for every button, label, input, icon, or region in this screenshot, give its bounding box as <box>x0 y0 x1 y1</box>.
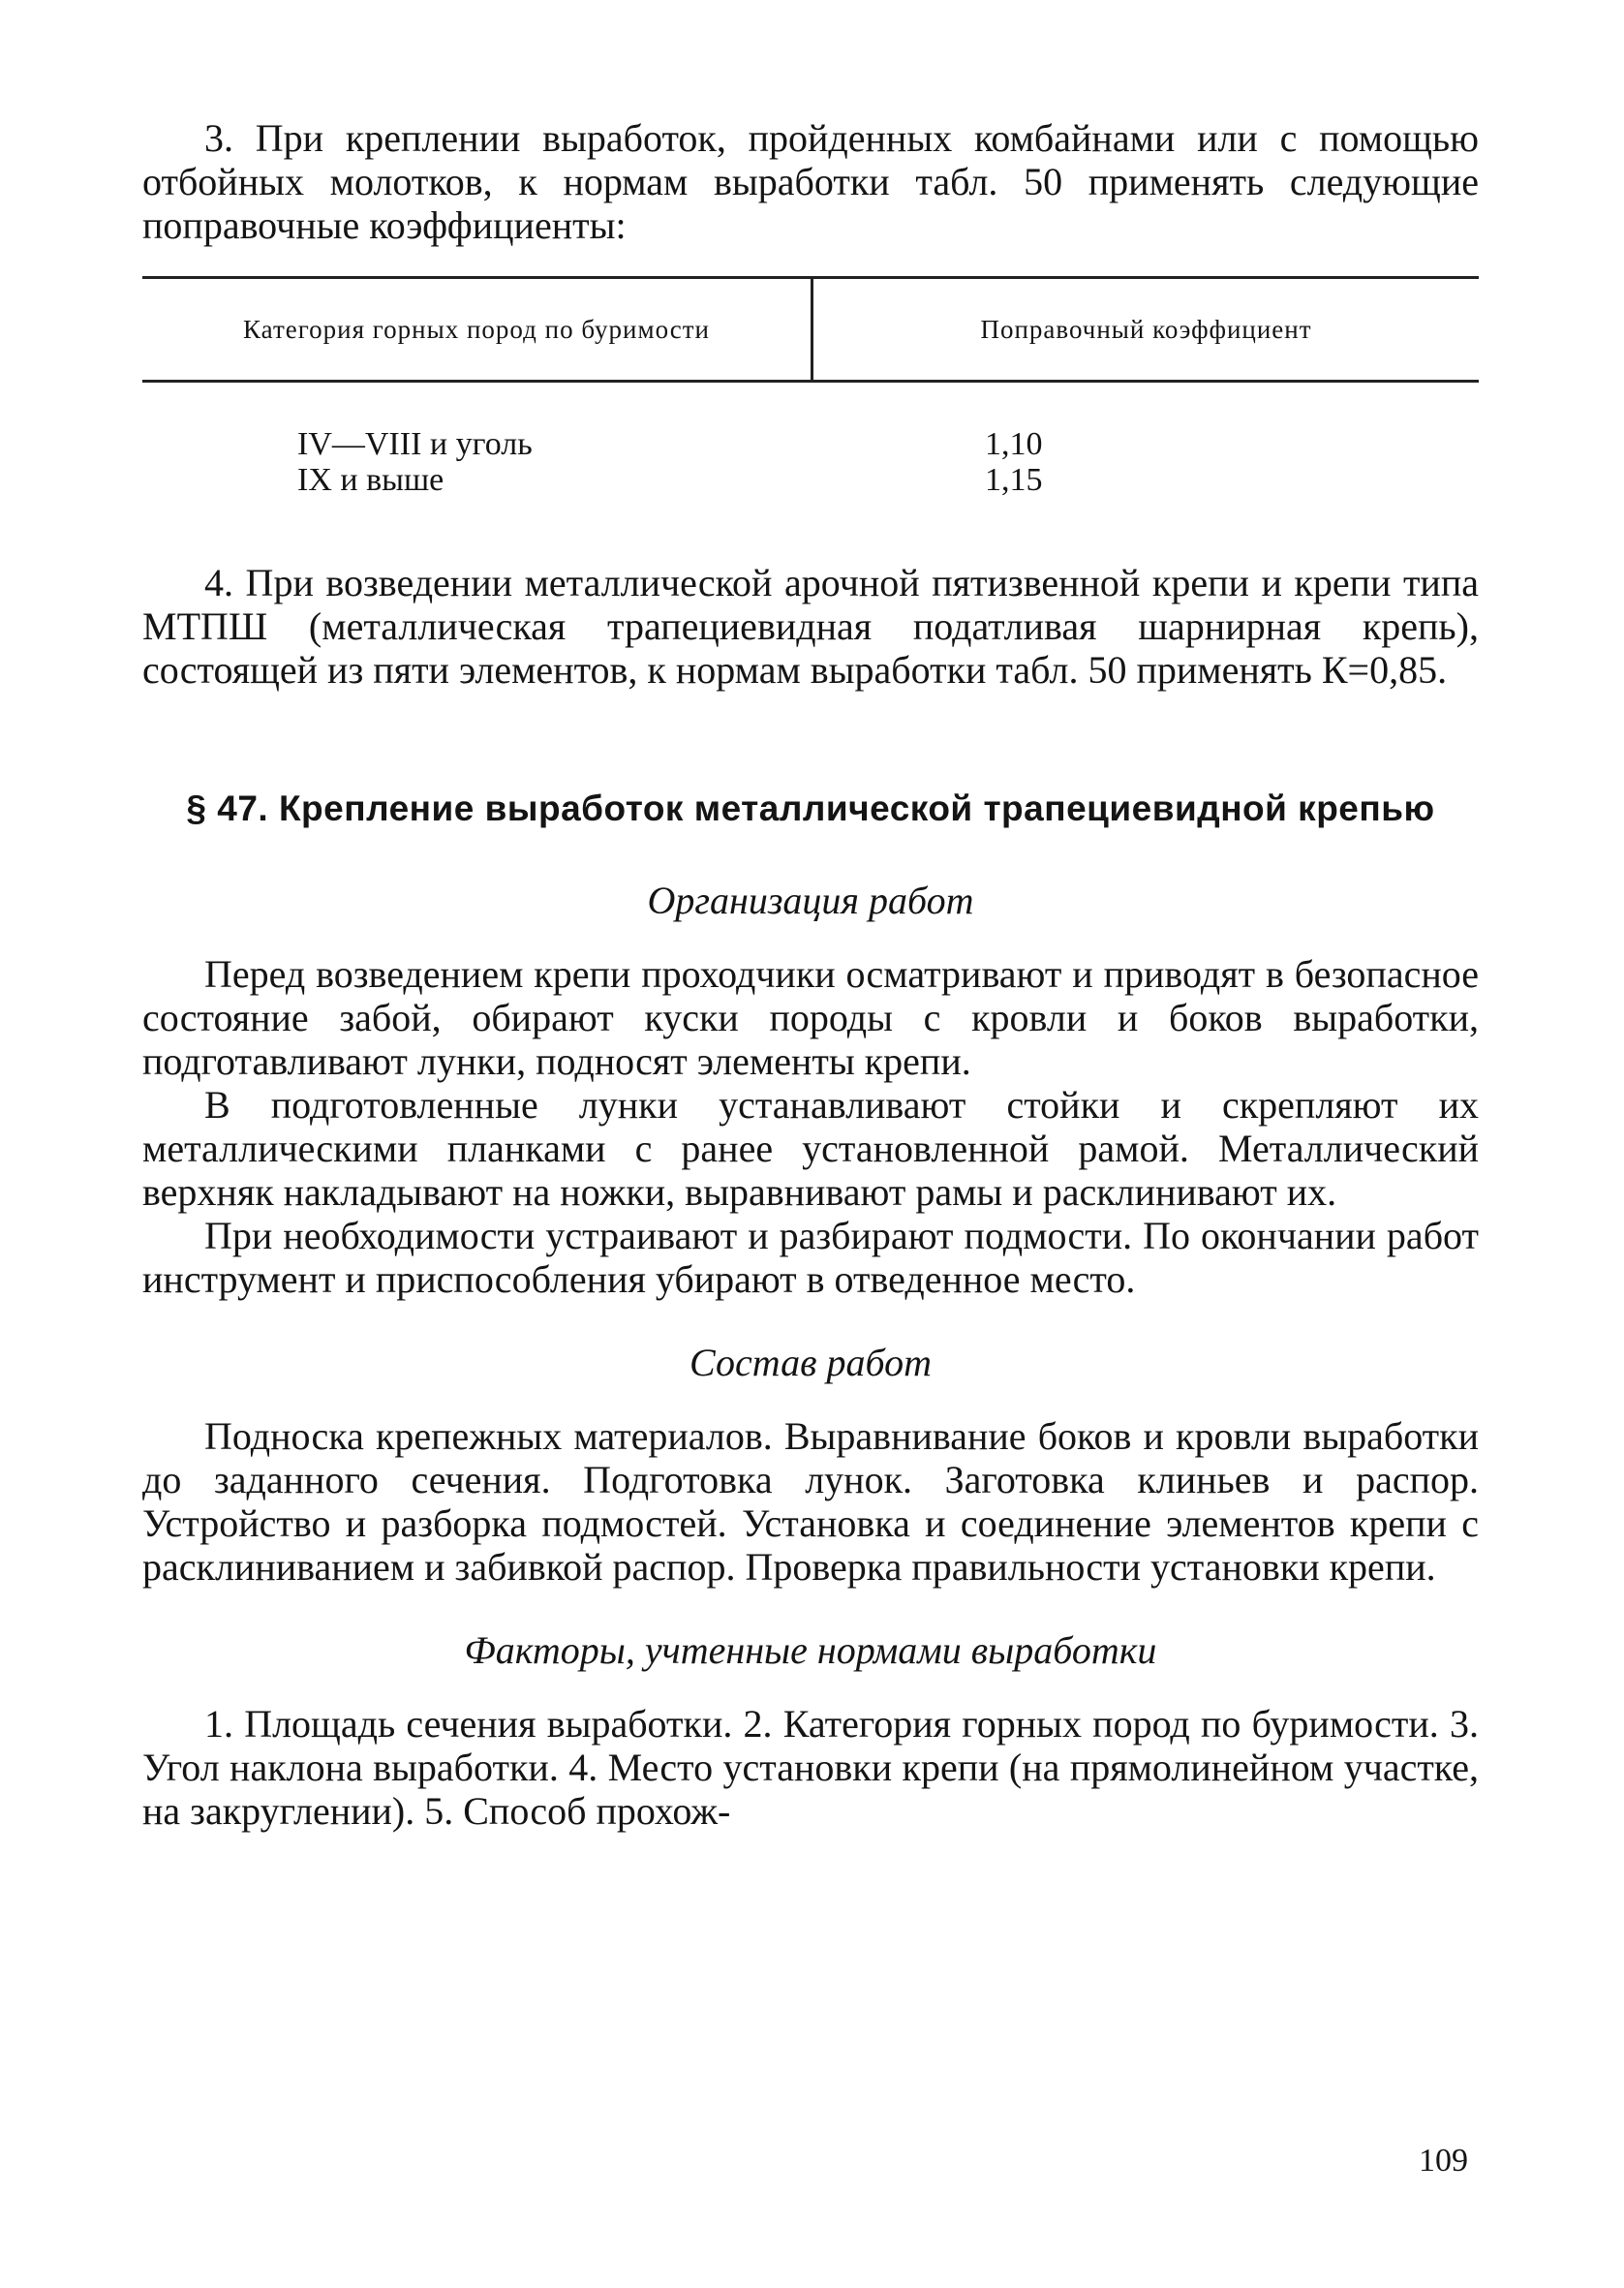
table-cell-coefficient: 1,15 <box>985 462 1043 498</box>
table-row <box>142 426 1479 462</box>
factors-paragraph: 1. Площадь сечения выработки. 2. Категория горных пород по буримости. 3. Угол наклона выработки. 4. Место установки крепи (на прямолинейном участке, на закруглении). 5. Способ прохож- <box>142 1702 1479 1833</box>
table-body <box>142 426 1479 498</box>
table-cell-category: IX и выше <box>297 462 444 498</box>
table-cell-coefficient: 1,10 <box>985 426 1043 462</box>
table-header <box>142 279 1479 383</box>
page-number: 109 <box>1419 2143 1468 2179</box>
composition-heading: Состав работ <box>689 1341 932 1384</box>
intro-paragraph: 3. При креплении выработок, пройденных комбайнами или с помощью отбойных молотков, к нормам выработки табл. 50 применять следующие поправочные коэффициенты: <box>142 116 1479 247</box>
table-header-coefficient: Поправочный коэффициент <box>811 279 1479 380</box>
org-paragraph: При необходимости устраивают и разбирают подмости. По окончании работ инструмент и приспособления убирают в отведенное место. <box>142 1214 1479 1301</box>
page-content <box>142 116 1479 1833</box>
org-paragraph: В подготовленные лунки устанавливают стойки и скрепляют их металлическими планками с ранее установленной рамой. Металлический верхняк накладывают на ножки, выравнивают рамы и расклинивают их. <box>142 1083 1479 1214</box>
org-paragraph: Перед возведением крепи проходчики осматривают и приводят в безопасное состояние забой, обирают куски породы с кровли и боков выработки, подготавливают лунки, подносят элементы крепи. <box>142 952 1479 1083</box>
table-row <box>142 462 1479 498</box>
table-header-category: Категория горных пород по буримости <box>243 314 710 344</box>
coefficient-table <box>142 276 1479 498</box>
section-title: § 47. Крепление выработок металлической трапециевидной крепью <box>186 788 1435 828</box>
org-heading: Организация работ <box>647 879 974 922</box>
composition-paragraph: Подноска крепежных материалов. Выравнивание боков и кровли выработки до заданного сечения. Подготовка лунок. Заготовка клиньев и распор. Устройство и разборка подмостей. Установка и соединение элементов крепи с расклиниванием и забивкой распор. Проверка правильности установки крепи. <box>142 1414 1479 1589</box>
paragraph-4: 4. При возведении металлической арочной пятизвенной крепи и крепи типа МТПШ (металлическая трапециевидная податливая шарнирная крепь), состоящей из пяти элементов, к нормам выработки табл. 50 применять К=0,85. <box>142 561 1479 692</box>
table-cell-category: IV—VIII и уголь <box>297 426 533 462</box>
factors-heading: Факторы, учтенные нормами выработки <box>464 1628 1157 1672</box>
